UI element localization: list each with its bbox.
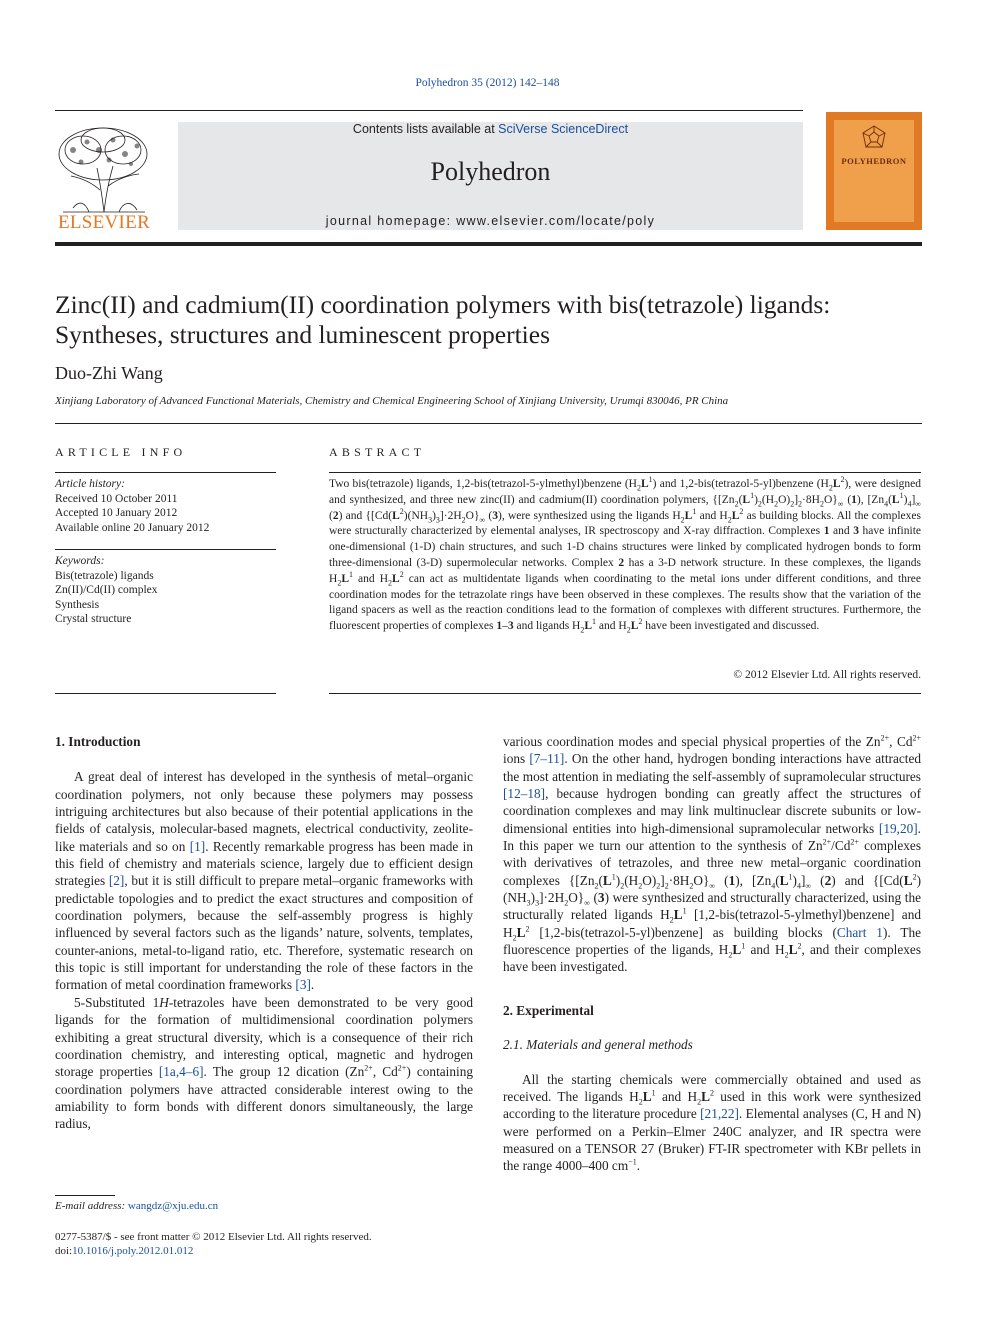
elsevier-logo <box>53 120 155 236</box>
section-heading: 2. Experimental <box>503 1002 594 1018</box>
citation-link[interactable]: [21,22] <box>700 1106 739 1122</box>
keyword: Crystal structure <box>55 613 132 625</box>
chart-link[interactable]: Chart 1 <box>836 924 883 940</box>
masthead-rule <box>55 242 922 246</box>
contents-line <box>178 122 803 136</box>
section-heading: 1. Introduction <box>55 734 141 749</box>
author-email-link[interactable]: wangdz@xju.edu.cn <box>127 1200 219 1212</box>
footnote-rule <box>55 1195 115 1196</box>
history-rule <box>55 549 276 550</box>
article-info-heading: ARTICLE INFO <box>55 445 187 459</box>
issn-line: 0277-5387/$ - see front matter © 2012 Elsevier Ltd. All rights reserved. <box>55 1231 372 1243</box>
citation-link[interactable]: [2] <box>108 873 125 889</box>
journal-name: Polyhedron <box>430 157 551 186</box>
paragraph: A great deal of interest has developed in the synthesis of metal–organic coordination polymers, not only because these polymers may possess intriguing architectures but also because of their potential applications in the fields of catalysis, molecular-based magnets, electrical conductivity, zeolite-like materials and so on [1]. Recently remarkable progress has been made in this field of chemistry and materials science, largely due to efficient design strategies [2], but it is still difficult to prepare metal–organic frameworks with predictable topologies and to predict the exact structures and composition of coordination polymers, because the self-assembly progress is highly influenced by several factors such as the ligands’ nature, solvents, templates, counter-anions, metal-to-ligand ratio, etc. Therefore, systematic research on this topic is still important for understanding the role of these factors in the formation of metal coordination frameworks [3]. <box>55 769 473 993</box>
citation-link[interactable]: [1] <box>189 838 206 854</box>
paragraph: various coordination modes and special physical properties of the $Zn^{2+}$, $Cd^{2+}$ ions [7–11]. On the other hand, hydrogen bonding interactions have attracted the most attention in mediating the self-assembly of supramolecular structures [12–18], because hydrogen bonding can greatly affect the structures of coordination complexes and may link multinuclear discrete subunits or low-dimensional entities into high-dimensional supramolecular networks [19,20]. In this paper we turn our attention to the synthesis of $Zn^{2+}/Cd^{2+}$ complexes with derivatives of tetrazoles, and three new metal–organic coordination complexes $\{[Zn_2(L^1)_2(H_2O)_2]_2\cdot 8H_2O\}_\infty$ (1), $[Zn_4(L^1)_4]_\infty$ (2) and $\{[Cd(L^2)(NH_3)_3]\cdot 2H_2O\}_\infty$ (3) were synthesized and structurally characterized, using the structurally related ligands $H_2L^1$ [1,2-bis(tetrazol-5-ylmethyl)benzene] and $H_2L^2$ [1,2-bis(tetrazol-5-yl)benzene] as building blocks (Chart 1). The fluorescence properties of the ligands, $H_2L^1$ and $H_2L^2$, and their complexes have been investigated. <box>503 733 922 975</box>
citation-link[interactable]: [1a,4–6] <box>158 1064 204 1080</box>
article-title: Zinc(II) and cadmium(II) coordination polymers with bis(tetrazole) ligands: Syntheses, structures and luminescent properties <box>55 290 831 349</box>
abstract-bottom-rule <box>329 693 921 694</box>
contents-prefix: Contents lists available at <box>352 122 499 136</box>
elsevier-wordmark: ELSEVIER <box>57 212 151 233</box>
online-date: Available online 20 January 2012 <box>55 521 210 534</box>
abstract-heading: ABSTRACT <box>329 445 426 459</box>
accepted-date: Accepted 10 January 2012 <box>55 507 178 519</box>
polyhedron-icon <box>860 124 888 152</box>
keyword: Synthesis <box>55 598 100 611</box>
doi-prefix: doi: <box>55 1245 73 1257</box>
journal-cover <box>826 112 922 230</box>
keywords-label: Keywords: <box>55 555 105 567</box>
subsection-heading: 2.1. Materials and general methods <box>503 1037 693 1053</box>
abstract-text: Two bis(tetrazole) ligands, 1,2-bis(tetrazol-5-ylmethyl)benzene $(H_2L^1)$ and 1,2-bis(tetrazol-5-yl)benzene $(H_2L^2)$, were designed and synthesized, and three new zinc(II) and cadmium(II) coordination polymers, $\{[Zn_2(L^1)_2(H_2O)_2]_2\cdot 8H_2O\}_\infty$ (1), $[Zn_4(L^1)_4]_\infty$ (2) and $\{[Cd(L^2)(NH_3)_3]\cdot 2H_2O\}_\infty$ (3), were synthesized using the ligands $H_2L^1$ and $H_2L^2$ as building blocks. All the complexes were structurally characterized by elemental analyses, IR spectroscopy and X-ray diffraction. Complexes 1 and 3 have infinite one-dimensional (1-D) chain structures, and such 1-D chains structures were linked by complicated hydrogen bonds to form three-dimensional (3-D) supermolecular networks. Complex 2 has a 3-D network structure. In these complexes, the ligands $H_2L^1$ and $H_2L^2$ can act as multidentate ligands when coordinating to the metal ions under different conditions, and three coordination modes for the tetrazolate rings have been observed in these complexes. The results show that the variation of the ligand spacers as well as the reaction conditions lead to the formation of complexes with different structures. Furthermore, the fluorescent properties of complexes 1–3 and ligands $H_2L^1$ and $H_2L^2$ have been investigated and discussed. <box>329 475 922 635</box>
doi-line <box>55 1245 193 1257</box>
citation-link[interactable]: [3] <box>295 977 311 993</box>
journal-reference[interactable]: Polyhedron 35 (2012) 142–148 <box>415 77 560 89</box>
author-affiliation: Xinjiang Laboratory of Advanced Functional Materials, Chemistry and Chemical Engineering School of Xinjiang University, Urumqi 830046, PR China <box>55 395 729 407</box>
author-name: Duo-Zhi Wang <box>55 363 163 383</box>
abstract-rule <box>329 472 921 473</box>
received-date: Received 10 October 2011 <box>55 492 178 505</box>
keywords <box>55 554 158 627</box>
sciencedirect-link[interactable]: SciVerse ScienceDirect <box>498 122 629 136</box>
history-label: Article history: <box>55 478 125 490</box>
journal-homepage[interactable]: journal homepage: www.elsevier.com/locate/poly <box>325 214 656 228</box>
citation-link[interactable]: [19,20] <box>878 820 918 836</box>
body-column-left <box>55 733 473 1133</box>
affiliation-rule <box>55 423 922 424</box>
citation-link[interactable]: [12–18] <box>503 786 546 802</box>
info-rule <box>55 472 276 473</box>
paragraph: All the starting chemicals were commercially obtained and used as received. The ligands $H_2L^1$ and $H_2L^2$ used in this work were synthesized according to the literature procedure [21,22]. Elemental analyses (C, H and N) were performed on a Perkin–Elmer 240C analyzer, and IR spectra were measured on a TENSOR 27 (Bruker) FT-IR spectrometer with KBr pellets in the range 4000–400 $cm^{-1}$. <box>503 1071 922 1174</box>
footnote <box>55 1200 218 1212</box>
citation-link[interactable]: [7–11] <box>529 751 565 767</box>
body-column-right <box>503 733 921 1175</box>
copyright-notice: © 2012 Elsevier Ltd. All rights reserved. <box>733 669 921 681</box>
article-history <box>55 477 209 535</box>
email-label: E-mail address: <box>55 1200 126 1212</box>
info-bottom-rule <box>55 693 276 694</box>
keyword: Zn(II)/Cd(II) complex <box>55 584 158 596</box>
header-rule <box>55 110 803 111</box>
paragraph: 5-Substituted 1H-tetrazoles have been demonstrated to be very good ligands for the formation of multidimensional coordination polymers exhibiting a great structural diversity, which is a consequence of their rich coordination chemistry, and interesting optical, magnetic and hydrogen storage properties [1a,4–6]. The group 12 dication ($Zn^{2+}$, $Cd^{2+}$) containing coordination polymers have attracted considerable interest owing to the amiability to form bonds with different donors simultaneously, the large radius, <box>55 994 474 1132</box>
cover-title: POLYHEDRON <box>841 156 907 166</box>
doi-link[interactable]: 10.1016/j.poly.2012.01.012 <box>72 1245 194 1257</box>
keyword: Bis(tetrazole) ligands <box>55 569 154 582</box>
